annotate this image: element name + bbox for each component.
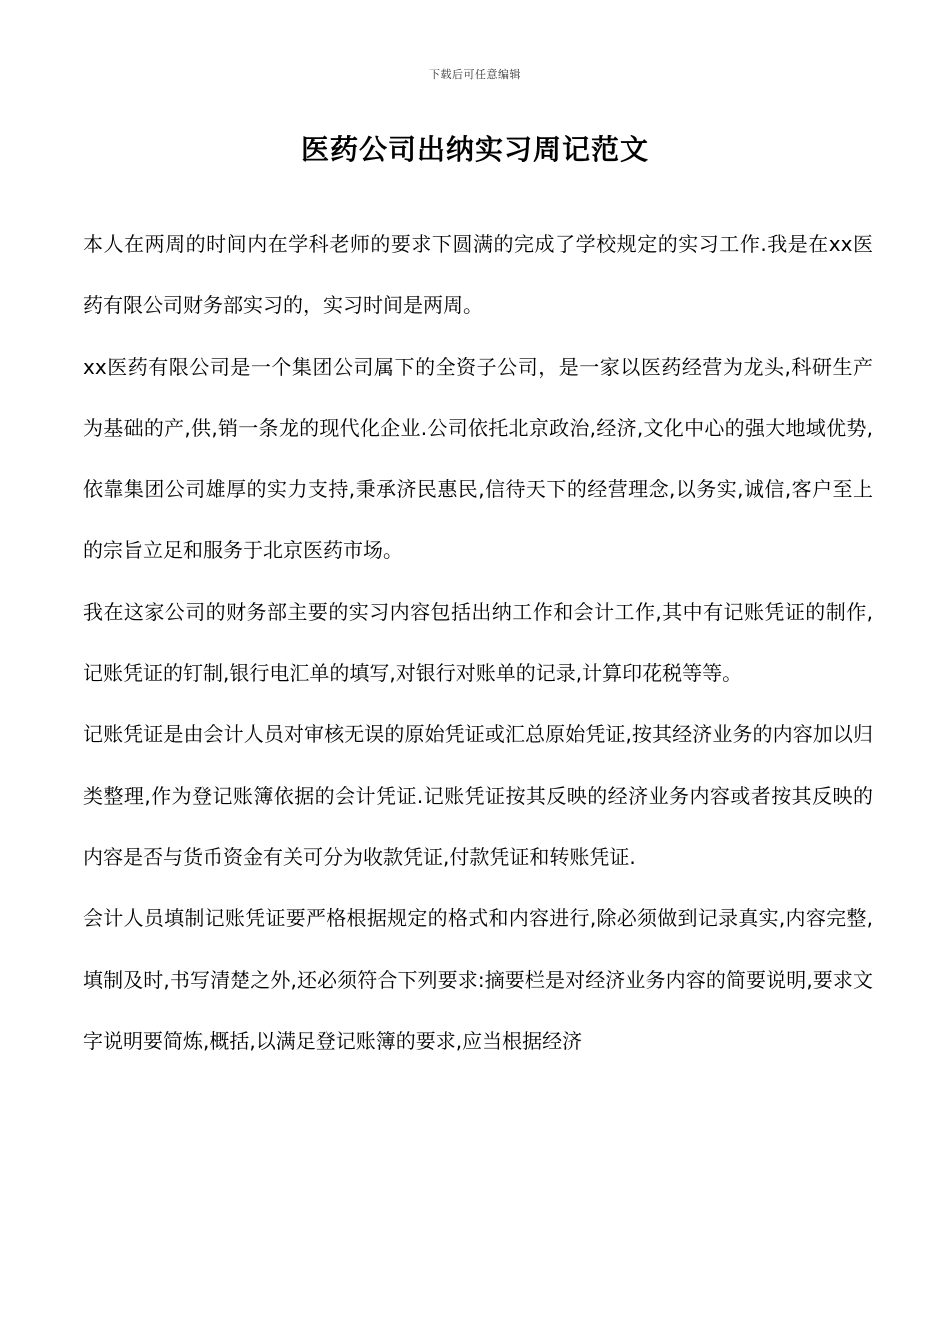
document-body	[83, 214, 873, 1072]
paragraph-voucher-requirements: 会计人员填制记账凭证要严格根据规定的格式和内容进行,除必须做到记录真实,内容完整,填制及时,书写清楚之外,还必须符合下列要求:摘要栏是对经济业务内容的简要说明,要求文字说明要简炼,概括,以满足登记账簿的要求,应当根据经济	[83, 906, 873, 1053]
paragraph-company: xx医药有限公司是一个集团公司属下的全资子公司，是一家以医药经营为龙头,科研生产为基础的产,供,销一条龙的现代化企业.公司依托北京政治,经济,文化中心的强大地域优势,依靠集团公司雄厚的实力支持,秉承济民惠民,信待天下的经营理念,以务实,诚信,客户至上的宗旨立足和服务于北京医药市场。	[83, 354, 873, 563]
paragraph-intro: 本人在两周的时间内在学科老师的要求下圆满的完成了学校规定的实习工作.我是在xx医药有限公司财务部实习的，实习时间是两周。	[83, 232, 873, 318]
page-title: 医药公司出纳实习周记范文	[300, 133, 649, 166]
paragraph-voucher-definition: 记账凭证是由会计人员对审核无误的原始凭证或汇总原始凭证,按其经济业务的内容加以归类整理,作为登记账簿依据的会计凭证.记账凭证按其反映的经济业务内容或者按其反映的内容是否与货币资金有关可分为收款凭证,付款凭证和转账凭证.	[83, 722, 873, 869]
header-note: 下载后可任意编辑	[429, 68, 521, 81]
paragraph-work-content: 我在这家公司的财务部主要的实习内容包括出纳工作和会计工作,其中有记账凭证的制作,记账凭证的钉制,银行电汇单的填写,对银行对账单的记录,计算印花税等等。	[83, 599, 873, 686]
